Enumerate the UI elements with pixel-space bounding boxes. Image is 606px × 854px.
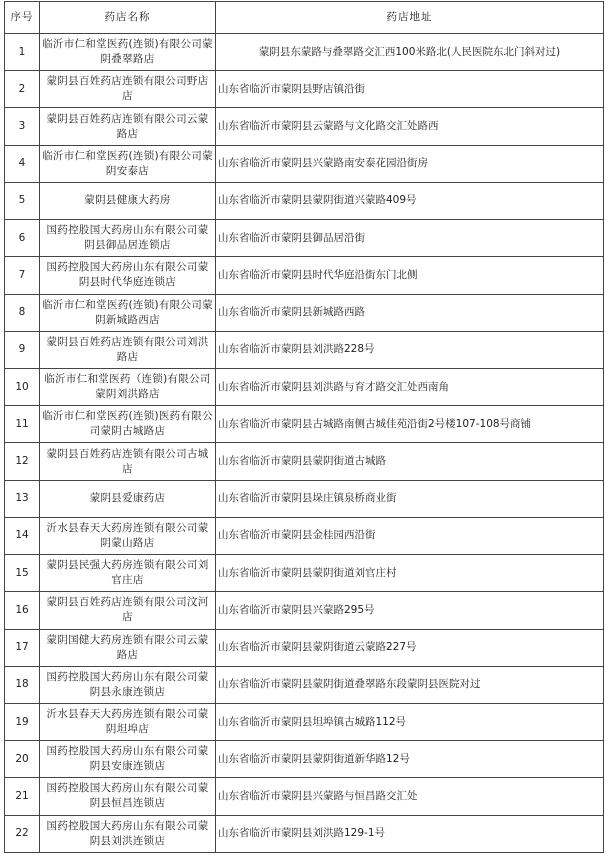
pharmacy-name: 沂水县春天大药房连锁有限公司蒙阴坦埠店 xyxy=(40,703,216,740)
table-row xyxy=(5,666,604,703)
table-body xyxy=(5,34,604,853)
table-row xyxy=(5,108,604,145)
row-index: 21 xyxy=(5,778,40,815)
pharmacy-name: 蒙阴县百姓药店连锁有限公司古城店 xyxy=(40,443,216,480)
pharmacy-address: 山东省临沂市蒙阴县蒙阴街道刘官庄村 xyxy=(216,555,604,592)
pharmacy-name: 临沂市仁和堂医药(连锁)有限公司蒙阴新城路西店 xyxy=(40,294,216,331)
pharmacy-name: 临沂市仁和堂医药（连锁)有限公司蒙阴刘洪路店 xyxy=(40,368,216,405)
pharmacy-name: 蒙阴县百姓药店连锁有限公司云蒙路店 xyxy=(40,108,216,145)
row-index: 19 xyxy=(5,703,40,740)
pharmacy-name: 蒙阴县健康大药房 xyxy=(40,182,216,219)
pharmacy-address: 山东省临沂市蒙阴县野店镇沿街 xyxy=(216,71,604,108)
row-index: 5 xyxy=(5,182,40,219)
table-row xyxy=(5,815,604,852)
pharmacy-address: 山东省临沂市蒙阴县蒙阴街道云蒙路227号 xyxy=(216,629,604,666)
header-index: 序号 xyxy=(5,2,40,34)
pharmacy-address: 山东省临沂市蒙阴县蒙阴街道新华路12号 xyxy=(216,741,604,778)
table-row xyxy=(5,145,604,182)
table-row xyxy=(5,703,604,740)
table-row xyxy=(5,368,604,405)
pharmacy-address: 山东省临沂市蒙阴县新城路西路 xyxy=(216,294,604,331)
row-index: 1 xyxy=(5,34,40,71)
row-index: 6 xyxy=(5,220,40,257)
pharmacy-address: 山东省临沂市蒙阴县兴蒙路南安泰花园沿街房 xyxy=(216,145,604,182)
row-index: 18 xyxy=(5,666,40,703)
header-name: 药店名称 xyxy=(40,2,216,34)
pharmacy-name: 蒙阴国健大药房连锁有限公司云蒙路店 xyxy=(40,629,216,666)
table-row xyxy=(5,443,604,480)
row-index: 12 xyxy=(5,443,40,480)
row-index: 15 xyxy=(5,555,40,592)
pharmacy-address: 山东省临沂市蒙阴县垛庄镇泉桥商业街 xyxy=(216,480,604,517)
table-row xyxy=(5,555,604,592)
row-index: 10 xyxy=(5,368,40,405)
pharmacy-name: 临沂市仁和堂医药(连锁)有限公司蒙阴安泰店 xyxy=(40,145,216,182)
row-index: 7 xyxy=(5,257,40,294)
pharmacy-name: 国药控股国大药房山东有限公司蒙阴县御品居连锁店 xyxy=(40,220,216,257)
pharmacy-name: 蒙阴县百姓药店连锁有限公司刘洪路店 xyxy=(40,331,216,368)
table-row xyxy=(5,220,604,257)
row-index: 22 xyxy=(5,815,40,852)
row-index: 9 xyxy=(5,331,40,368)
row-index: 16 xyxy=(5,592,40,629)
pharmacy-address: 山东省临沂市蒙阴县蒙阴街道叠翠路东段蒙阴县医院对过 xyxy=(216,666,604,703)
table-row xyxy=(5,182,604,219)
table-row xyxy=(5,294,604,331)
pharmacy-name: 国药控股国大药房山东有限公司蒙阴县刘洪连锁店 xyxy=(40,815,216,852)
row-index: 11 xyxy=(5,406,40,443)
pharmacy-name: 蒙阴县百姓药店连锁有限公司汶河店 xyxy=(40,592,216,629)
table-row xyxy=(5,778,604,815)
pharmacy-name: 蒙阴县爱康药店 xyxy=(40,480,216,517)
pharmacy-address: 山东省临沂市蒙阴县时代华庭沿街东门北侧 xyxy=(216,257,604,294)
pharmacy-address: 山东省临沂市蒙阴县蒙阴街道兴蒙路409号 xyxy=(216,182,604,219)
table-row xyxy=(5,406,604,443)
table-row xyxy=(5,331,604,368)
pharmacy-name: 沂水县春天大药房连锁有限公司蒙阴蒙山路店 xyxy=(40,517,216,554)
pharmacy-address: 山东省临沂市蒙阴县刘洪路与育才路交汇处西南角 xyxy=(216,368,604,405)
row-index: 8 xyxy=(5,294,40,331)
pharmacy-address: 山东省临沂市蒙阴县刘洪路129-1号 xyxy=(216,815,604,852)
pharmacy-name: 国药控股国大药房山东有限公司蒙阴县永康连锁店 xyxy=(40,666,216,703)
table-row xyxy=(5,517,604,554)
table-row xyxy=(5,257,604,294)
row-index: 17 xyxy=(5,629,40,666)
pharmacy-name: 国药控股国大药房山东有限公司蒙阴县安康连锁店 xyxy=(40,741,216,778)
table-row xyxy=(5,480,604,517)
pharmacy-address: 山东省临沂市蒙阴县兴蒙路与恒昌路交汇处 xyxy=(216,778,604,815)
pharmacy-name: 蒙阴县百姓药店连锁有限公司野店店 xyxy=(40,71,216,108)
pharmacy-name: 临沂市仁和堂医药(连锁)医药有限公司蒙阴古城路店 xyxy=(40,406,216,443)
pharmacy-address: 山东省临沂市蒙阴县古城路南侧古城佳苑沿街2号楼107-108号商铺 xyxy=(216,406,604,443)
pharmacy-address: 山东省临沂市蒙阴县坦埠镇古城路112号 xyxy=(216,703,604,740)
pharmacy-address: 山东省临沂市蒙阴县兴蒙路295号 xyxy=(216,592,604,629)
table-row xyxy=(5,71,604,108)
pharmacy-address: 山东省临沂市蒙阴县云蒙路与文化路交汇处路西 xyxy=(216,108,604,145)
pharmacy-name: 蒙阴县民强大药房连锁有限公司刘官庄店 xyxy=(40,555,216,592)
row-index: 2 xyxy=(5,71,40,108)
pharmacy-name: 国药控股国大药房山东有限公司蒙阴县时代华庭连锁店 xyxy=(40,257,216,294)
table-row xyxy=(5,741,604,778)
table-header-row xyxy=(5,2,604,34)
row-index: 20 xyxy=(5,741,40,778)
pharmacy-table xyxy=(4,1,604,853)
table-row xyxy=(5,629,604,666)
row-index: 13 xyxy=(5,480,40,517)
table-row xyxy=(5,592,604,629)
row-index: 4 xyxy=(5,145,40,182)
pharmacy-address: 山东省临沂市蒙阴县金桂园西沿街 xyxy=(216,517,604,554)
table-row xyxy=(5,34,604,71)
pharmacy-name: 临沂市仁和堂医药(连锁)有限公司蒙阴叠翠路店 xyxy=(40,34,216,71)
row-index: 3 xyxy=(5,108,40,145)
row-index: 14 xyxy=(5,517,40,554)
pharmacy-address: 山东省临沂市蒙阴县蒙阴街道古城路 xyxy=(216,443,604,480)
pharmacy-address: 山东省临沂市蒙阴县御品居沿街 xyxy=(216,220,604,257)
header-address: 药店地址 xyxy=(216,2,604,34)
pharmacy-address: 蒙阴县东蒙路与叠翠路交汇西100米路北(人民医院东北门斜对过) xyxy=(216,34,604,71)
pharmacy-name: 国药控股国大药房山东有限公司蒙阴县恒昌连锁店 xyxy=(40,778,216,815)
pharmacy-address: 山东省临沂市蒙阴县刘洪路228号 xyxy=(216,331,604,368)
